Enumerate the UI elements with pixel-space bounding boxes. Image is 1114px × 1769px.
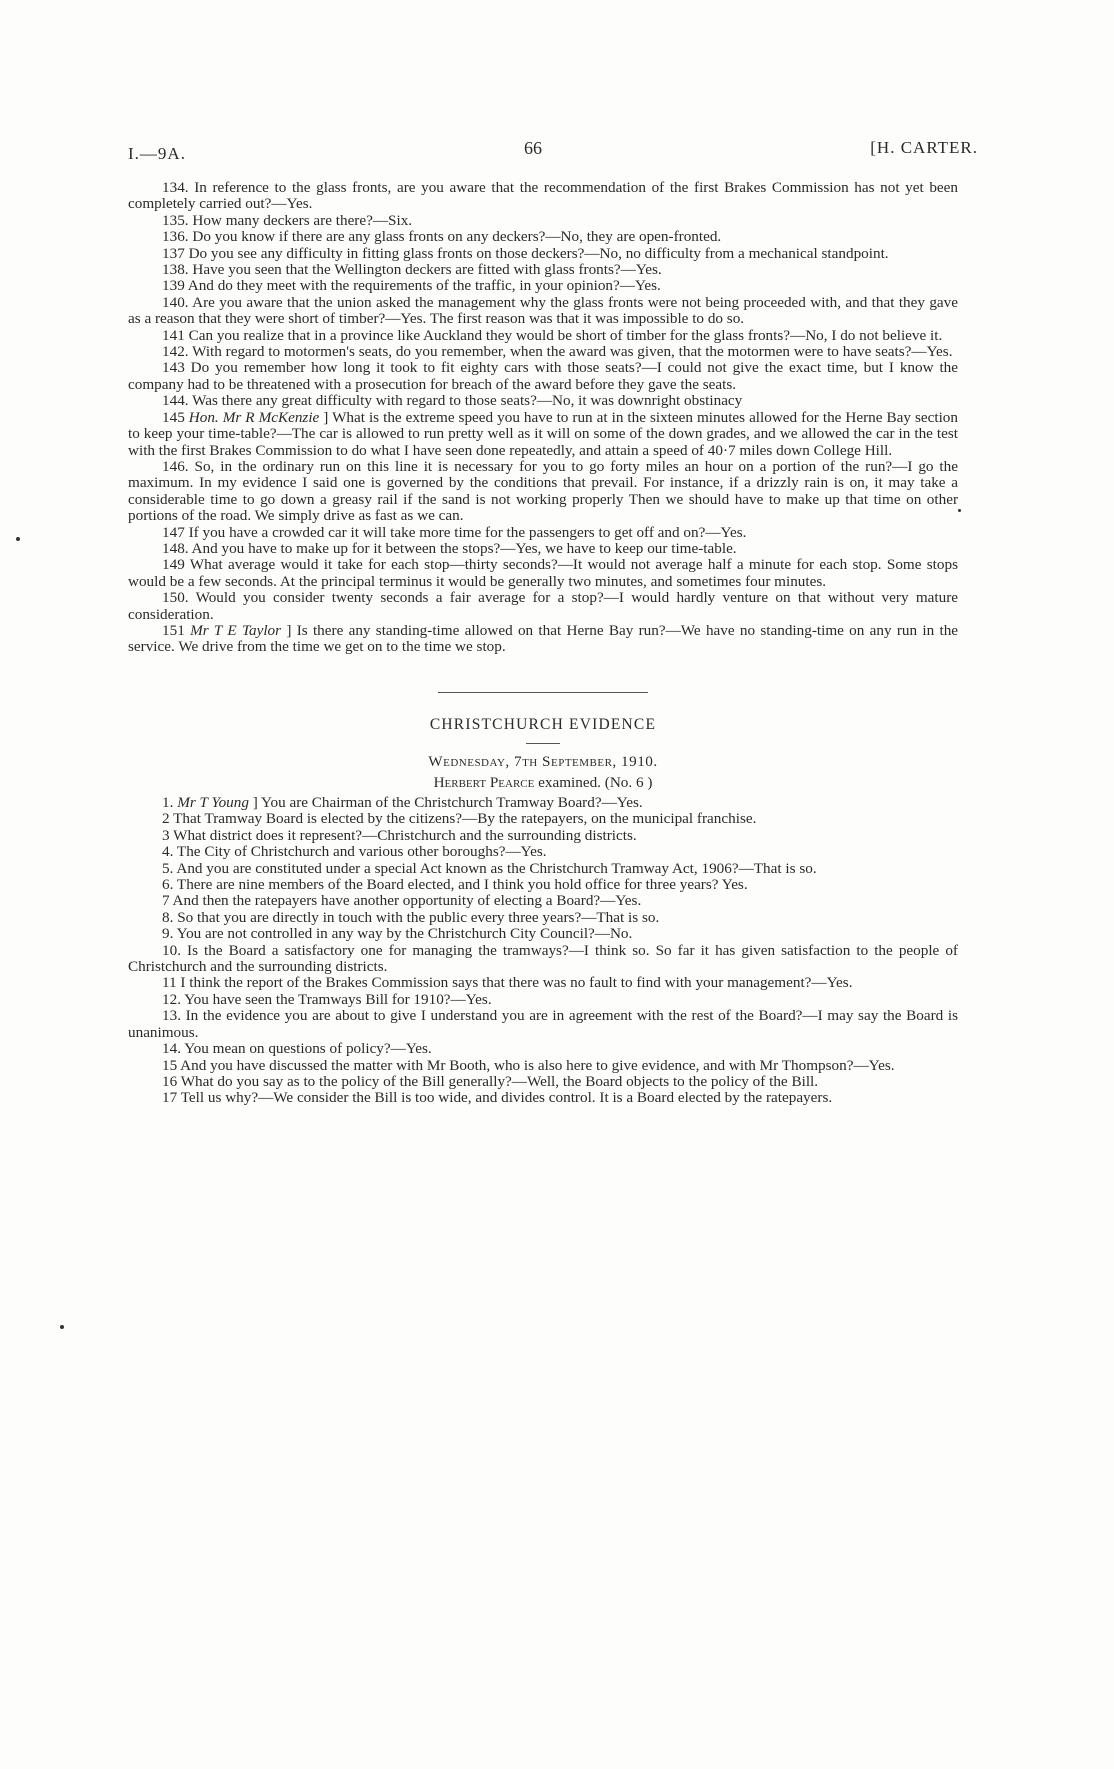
scan-mark bbox=[16, 537, 20, 541]
question-paragraph: 13. In the evidence you are about to give I understand you are in agreement with the rest of the Board?—I may say the Board is unanimous. bbox=[128, 1007, 958, 1041]
question-paragraph: 137 Do you see any difficulty in fitting glass fronts on those deckers?—No, no difficulty from a mechanical standpoint. bbox=[162, 244, 889, 262]
witness-name: Herbert Pearce bbox=[433, 773, 535, 791]
question-paragraph: 136. Do you know if there are any glass fronts on any deckers?—No, they are open-fronted. bbox=[162, 228, 722, 246]
evidence-block-carter bbox=[128, 180, 958, 410]
question-paragraph: 16 What do you say as to the policy of the Bill generally?—Well, the Board objects to the policy of the Bill. bbox=[162, 1072, 819, 1090]
question-1: 1. Mr T Young ] You are Chairman of the Christchurch Tramway Board?—Yes. bbox=[162, 794, 643, 811]
question-paragraph: 142. With regard to motormen's seats, do you remember, when the award was given, that the motormen were to have seats?—Yes. bbox=[162, 343, 953, 361]
session-date: Wednesday, 7th September, 1910. bbox=[428, 753, 658, 771]
question-paragraph: 140. Are you aware that the union asked the management why the glass fronts were not being proceeded with, and that they gave as a reason that they were short of timber?—Yes. The first reason was that it was impossible to do so. bbox=[128, 293, 958, 328]
witness-line: Herbert Pearce examined. (No. 6 ) bbox=[433, 773, 653, 791]
speaker-name: Hon. Mr R McKenzie bbox=[188, 408, 320, 426]
question-paragraph: 3 What district does it represent?—Christchurch and the surrounding districts. bbox=[162, 826, 637, 844]
question-paragraph: 15 And you have discussed the matter with Mr Booth, who is also here to give evidence, and with Mr Thompson?—Yes. bbox=[162, 1056, 895, 1074]
question-paragraph: 2 That Tramway Board is elected by the citizens?—By the ratepayers, on the municipal franchise. bbox=[162, 810, 757, 828]
question-paragraph: 147 If you have a crowded car it will take more time for the passengers to get off and on?—Yes. bbox=[162, 523, 747, 541]
question-145: 145 Hon. Mr R McKenzie ] What is the extreme speed you have to run at in the sixteen minutes allowed for the Herne Bay section to keep your time-table?—The car is allowed to run pretty well as it will on some of the down grades, and we allowed the car in the test with the first Brakes Commission to do what I have seen done repeatedly, and attain a speed of 40·7 miles down College Hill. bbox=[128, 408, 958, 459]
question-paragraph: 138. Have you seen that the Wellington deckers are fitted with glass fronts?—Yes. bbox=[162, 261, 662, 279]
question-paragraph: 8. So that you are directly in touch with the public every three years?—That is so. bbox=[162, 908, 660, 926]
question-paragraph: 6. There are nine members of the Board elected, and I think you hold office for three years? Yes. bbox=[162, 876, 748, 894]
question-paragraph: 134. In reference to the glass fronts, are you aware that the recommendation of the first Brakes Commission has not yet been completely carried out?—Yes. bbox=[128, 179, 958, 213]
page-header bbox=[128, 138, 978, 162]
paper-reference: I.—9A. bbox=[128, 144, 186, 163]
question-paragraph: 17 Tell us why?—We consider the Bill is too wide, and divides control. It is a Board elected by the ratepayers. bbox=[162, 1089, 833, 1107]
speaker-name: Mr T Young bbox=[177, 794, 249, 811]
scan-mark bbox=[958, 509, 961, 512]
question-paragraph: 5. And you are constituted under a special Act known as the Christchurch Tramway Act, 1906?—That is so. bbox=[162, 859, 817, 877]
page-number: 66 bbox=[524, 138, 542, 158]
speaker-name: Mr T E Taylor bbox=[190, 621, 282, 639]
question-paragraph: 148. And you have to make up for it between the stops?—Yes, we have to keep our time-table. bbox=[162, 539, 737, 557]
evidence-block-pearce bbox=[128, 811, 958, 1106]
witness-header: [H. CARTER. bbox=[870, 138, 978, 157]
section-divider bbox=[438, 692, 648, 693]
question-paragraph: 150. Would you consider twenty seconds a fair average for a stop?—I would hardly venture on that without very mature consideration. bbox=[128, 589, 958, 623]
question-paragraph: 149 What average would it take for each stop—thirty seconds?—It would not average half a minute for each stop. Some stops would be a few seconds. At the principal terminus it would be generally two minutes, and sometimes four minutes. bbox=[128, 556, 958, 590]
question-paragraph: 14. You mean on questions of policy?—Yes. bbox=[162, 1040, 432, 1058]
section-title: CHRISTCHURCH EVIDENCE bbox=[429, 715, 657, 733]
question-paragraph: 12. You have seen the Tramways Bill for 1910?—Yes. bbox=[162, 990, 492, 1008]
question-151: 151 Mr T E Taylor ] Is there any standing-time allowed on that Herne Bay run?—We have no standing-time on any run in the service. We drive from the time we get on to the time we stop. bbox=[128, 621, 959, 656]
question-paragraph: 141 Can you realize that in a province like Auckland they would be short of timber for the glass fronts?—No, I do not believe it. bbox=[162, 326, 943, 344]
question-paragraph: 9. You are not controlled in any way by the Christchurch City Council?—No. bbox=[162, 925, 633, 943]
question-paragraph: 144. Was there any great difficulty with regard to those seats?—No, it was downright obstinacy bbox=[162, 392, 743, 410]
question-paragraph: 7 And then the ratepayers have another opportunity of electing a Board?—Yes. bbox=[162, 892, 642, 910]
title-underline bbox=[526, 743, 560, 744]
question-paragraph: 143 Do you remember how long it took to fit eighty cars with those seats?—I could not give the exact time, but I know the company had to be threatened with a prosecution for breach of the award before they gave the seats. bbox=[128, 359, 958, 393]
question-paragraph: 139 And do they meet with the requirements of the traffic, in your opinion?—Yes. bbox=[162, 277, 661, 295]
question-paragraph: 11 I think the report of the Brakes Commission says that there was no fault to find with your management?—Yes. bbox=[162, 974, 853, 992]
evidence-body bbox=[128, 180, 958, 1107]
scan-mark bbox=[60, 1325, 64, 1329]
evidence-block-carter-2 bbox=[128, 459, 958, 623]
question-paragraph: 146. So, in the ordinary run on this line it is necessary for you to go forty miles an hour on a portion of the run?—I go the maximum. In my evidence I said one is governed by the conditions that prevail. For instance, if a drizzly rain is on, it may take a considerable time to go down a greasy rail if the sand is not working properly Then we should have to make up that time on other portions of the road. We simply drive as fast as we can. bbox=[128, 457, 958, 525]
question-paragraph: 135. How many deckers are there?—Six. bbox=[162, 211, 413, 229]
question-paragraph: 10. Is the Board a satisfactory one for managing the tramways?—I think so. So far it has given satisfaction to the people of Christchurch and the surrounding districts. bbox=[128, 941, 958, 976]
question-paragraph: 4. The City of Christchurch and various other boroughs?—Yes. bbox=[162, 843, 547, 861]
